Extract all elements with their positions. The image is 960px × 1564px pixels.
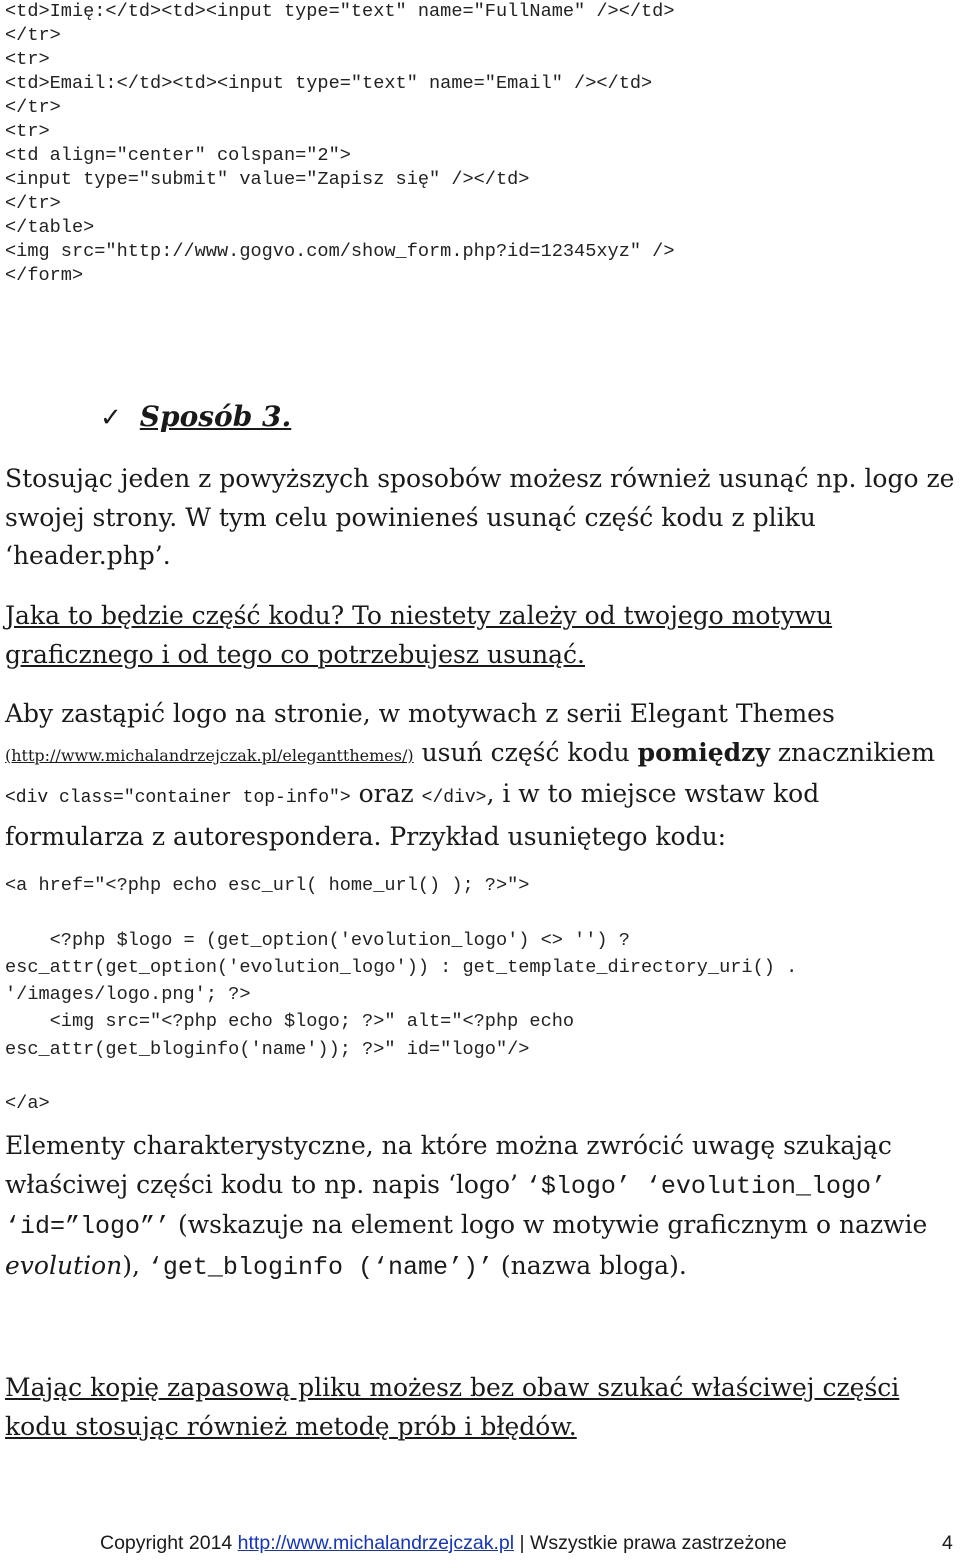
elegant-themes-link[interactable]: (http://www.michalandrzejczak.pl/elegantthemes/): [5, 745, 414, 765]
code-line: <a href="<?php echo esc_url( home_url() ); ?>">: [5, 875, 530, 896]
inline-code-div-close: </div>: [421, 788, 487, 808]
code-line: <td align="center" colspan="2">: [5, 145, 351, 166]
section-title: Sposób 3.: [139, 400, 292, 433]
code-line: esc_attr(get_option('evolution_logo')) : get_template_directory_uri() .: [5, 956, 798, 978]
code-line: </a>: [5, 1093, 50, 1115]
paragraph-instructions: Aby zastąpić logo na stronie, w motywach z serii Elegant Themes (http://www.michalandrzejczak.pl/elegantthemes/) usuń część kodu pomiędzy znacznikiem <div class="container top-info"> oraz </div>, i w to miejsce wstaw kod formularza z autorespondera. Przykład usuniętego kodu:: [5, 699, 935, 851]
paragraph-intro: Stosując jeden z powyższych sposobów możesz również usunąć np. logo ze swojej strony. W tym celu powinieneś usunąć część kodu z pliku ‘header.php’.: [5, 464, 955, 570]
top-code-block: [5, 0, 674, 288]
code-line: </tr>: [5, 193, 61, 214]
code-line: <td>Imię:</td><td><input type="text" name="FullName" /></td>: [5, 1, 675, 22]
code-line: </tr>: [5, 25, 61, 46]
inline-code-bloginfo: ‘get_bloginfo (‘name’)’: [147, 1252, 493, 1282]
page-footer: Copyright 2014 http://www.michalandrzejczak.pl | Wszystkie prawa zastrzeżone 4: [100, 1532, 953, 1554]
code-line: </form>: [5, 265, 84, 286]
code-line: </tr>: [5, 97, 61, 118]
code-line: '/images/logo.png'; ?>: [5, 984, 251, 1006]
removed-code-block: [5, 872, 797, 1118]
code-line: </table>: [5, 217, 95, 238]
code-line: <img src="<?php echo $logo; ?>" alt="<?php echo: [5, 1011, 575, 1033]
footer-site-link[interactable]: http://www.michalandrzejczak.pl: [237, 1532, 515, 1554]
code-line: <?php $logo = (get_option('evolution_logo') <> '') ?: [5, 929, 630, 951]
code-line: esc_attr(get_bloginfo('name')); ?>" id="logo"/>: [5, 1038, 530, 1060]
paragraph-characteristic-elements: Elementy charakterystyczne, na które można zwrócić uwagę szukając właściwej części kodu to np. napis ‘logo’ ‘$logo’ ‘evolution_logo’ ‘id=”logo”’ (wskazuje na element logo w motywie graficznym o nazwie evolution), ‘get_bloginfo (‘name’)’ (nazwa bloga).: [5, 1131, 928, 1282]
inline-code-logo-vars: ‘$logo’ ‘evolution_logo’ ‘id=”logo”’: [5, 1171, 886, 1241]
code-line: <td>Email:</td><td><input type="text" name="Email" /></td>: [5, 73, 653, 94]
code-line: <tr>: [5, 49, 50, 70]
inline-code-div-open: <div class="container top-info">: [5, 788, 351, 808]
code-line: <img src="http://www.gogvo.com/show_form.php?id=12345xyz" />: [5, 241, 675, 262]
page-number: 4: [942, 1532, 953, 1554]
code-line: <tr>: [5, 121, 50, 142]
checkmark-icon: ✓: [100, 403, 122, 433]
paragraph-backup-tip: Mając kopię zapasową pliku możesz bez obaw szukać właściwej części kodu stosując również metodę prób i błędów.: [5, 1373, 900, 1441]
code-line: <input type="submit" value="Zapisz się" /></td>: [5, 169, 530, 190]
bold-between: pomiędzy: [637, 737, 770, 767]
paragraph-question: Jaka to będzie część kodu? To niestety zależy od twojego motywu graficznego i od tego co potrzebujesz usunąć.: [5, 601, 833, 669]
section-heading: [100, 400, 291, 433]
